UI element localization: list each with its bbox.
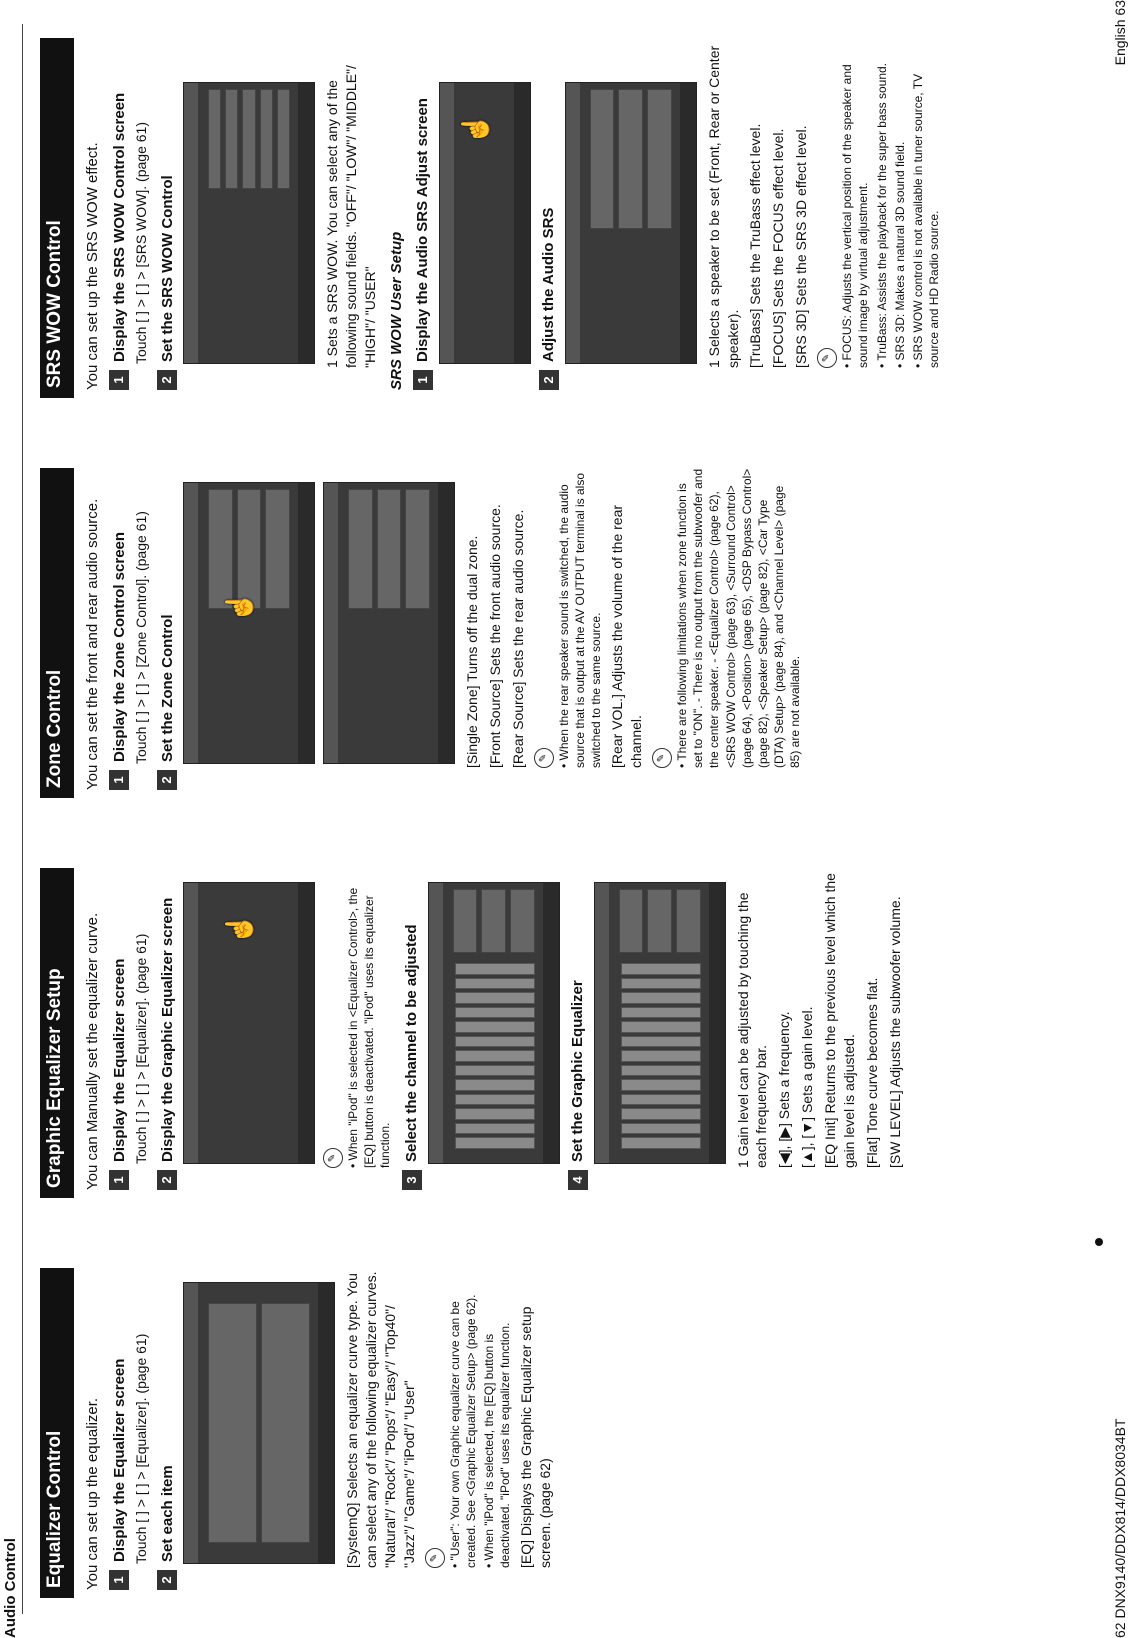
section-title: Audio Control	[2, 1538, 19, 1638]
desc-flat: [Flat] Tone curve becomes flat.	[863, 977, 880, 1168]
step-1	[413, 38, 433, 390]
step-label: Display the Graphic Equalizer screen	[158, 897, 176, 1162]
step-1	[109, 1268, 129, 1590]
note-icon: ✎	[817, 348, 837, 368]
touch-instruction: Touch [ ] > [ ] > [Zone Control]. (page 61)	[133, 511, 149, 764]
zone-column	[40, 468, 804, 798]
note-availability: • SRS WOW control is not available in tuner source, TV source and HD Radio source.	[910, 73, 942, 368]
srs-column	[40, 38, 942, 398]
hand-pointer-icon: ☝	[459, 113, 490, 146]
srs-user-setup-heading: SRS WOW User Setup	[387, 231, 405, 390]
desc-gain: 1 Gain level can be adjusted by touching the each frequency bar.	[734, 892, 770, 1168]
desc-rear-vol: [Rear VOL.] Adjusts the volume of the rear channel.	[609, 504, 645, 768]
screen-topbar	[429, 883, 443, 1163]
step-number: 1	[413, 370, 433, 390]
note-icon: ✎	[534, 748, 554, 768]
desc-eq-init: [EQ Init] Returns to the previous level which the gain level is adjusted.	[822, 873, 858, 1168]
screen-bottombar	[298, 83, 314, 363]
step-2	[157, 38, 177, 390]
eq-bars	[621, 963, 701, 1149]
screen-bottombar	[298, 483, 314, 763]
srs-screenshot-2	[439, 82, 531, 364]
eq-buttons	[453, 889, 535, 953]
step-number: 2	[157, 1570, 177, 1590]
screen-topbar	[184, 483, 198, 763]
step-number: 2	[539, 370, 559, 390]
screen-fields	[208, 1303, 310, 1543]
step-number: 3	[402, 1170, 422, 1190]
desc-gain-level: [▲], [▼] Sets a gain level.	[799, 1006, 816, 1168]
screen-topbar	[184, 883, 198, 1163]
step-label: Display the Audio SRS Adjust screen	[414, 98, 432, 362]
desc-sw-level: [SW LEVEL] Adjusts the subwoofer volume.	[886, 896, 903, 1168]
screen-bottombar	[318, 1283, 334, 1563]
step-2	[157, 468, 177, 790]
desc-eq: [EQ] Displays the Graphic Equalizer setup screen. (page 62)	[518, 1306, 554, 1568]
srs-title: SRS WOW Control	[40, 38, 74, 398]
step-label: Set the Zone Control	[158, 614, 176, 762]
step-label: Display the Equalizer screen	[110, 958, 128, 1162]
step-label: Set the SRS WOW Control	[158, 175, 176, 362]
touch-instruction: Touch [ ] > [ ] > [Equalizer]. (page 61)	[133, 933, 149, 1164]
step-number: 1	[109, 1570, 129, 1590]
step-2	[157, 868, 177, 1190]
desc-speaker: 1 Selects a speaker to be set (Front, Rear or Center speaker).	[705, 45, 741, 368]
step-number: 2	[157, 1170, 177, 1190]
equalizer-intro: You can set up the equalizer.	[84, 1397, 101, 1590]
step-label: Set each item	[158, 1465, 176, 1562]
step-number: 1	[109, 770, 129, 790]
step-label: Display the Zone Control screen	[110, 531, 128, 762]
header-rule	[22, 24, 23, 1614]
step-1	[109, 468, 129, 790]
equalizer-title: Equalizer Control	[40, 1268, 74, 1598]
note-icon: ✎	[652, 748, 672, 768]
step-2	[539, 38, 559, 390]
note-user: • "User": Your own Graphic equalizer curve can be created. See <Graphic Equalizer Setup> (page 62).	[447, 1294, 478, 1568]
screen-topbar	[184, 1283, 198, 1563]
zone-title: Zone Control	[40, 468, 74, 798]
step-number: 1	[109, 370, 129, 390]
desc-front-source: [Front Source] Sets the front audio source.	[486, 504, 503, 768]
screen-topbar	[440, 83, 454, 363]
step-label: Display the SRS WOW Control screen	[110, 92, 128, 362]
graphic-title: Graphic Equalizer Setup	[40, 868, 74, 1198]
srs-screenshot-3	[565, 82, 697, 364]
zone-screenshot-1	[183, 482, 315, 764]
footer-right: English 63	[1112, 0, 1128, 66]
step-number: 1	[109, 1170, 129, 1190]
step-label: Select the channel to be adjusted	[403, 924, 421, 1162]
screen-bottombar	[709, 883, 725, 1163]
desc-trubass: [TruBass] Sets the TruBass effect level.	[747, 123, 764, 368]
step-label: Adjust the Audio SRS	[540, 207, 558, 362]
step-number: 2	[157, 370, 177, 390]
step-label: Display the Equalizer screen	[110, 1358, 128, 1562]
srs-screenshot-1	[183, 82, 315, 364]
graphic-screenshot-2	[428, 882, 560, 1164]
note-ipod: • When "iPod" is selected, the [EQ] button is deactivated. "iPod" uses its equalizer function.	[481, 1322, 513, 1568]
touch-instruction: Touch [ ] > [ ] > [SRS WOW]. (page 61)	[133, 122, 149, 364]
desc-frequency: [◀], [▶] Sets a frequency.	[776, 1011, 793, 1168]
step-4	[568, 868, 588, 1190]
eq-buttons	[619, 889, 701, 953]
step-3	[402, 868, 422, 1190]
graphic-screenshot-3	[594, 882, 726, 1164]
step-label: Set the Graphic Equalizer	[569, 980, 587, 1162]
step-number: 2	[157, 770, 177, 790]
touch-instruction: Touch [ ] > [ ] > [Equalizer]. (page 61)	[133, 1333, 149, 1564]
desc-srs3d: [SRS 3D] Sets the SRS 3D effect level.	[793, 125, 810, 368]
hand-pointer-icon: ☝	[224, 913, 254, 946]
graphic-screenshot-1	[183, 882, 315, 1164]
desc-systemq: [SystemQ] Selects an equalizer curve type. You can select any of the following equalizer curves. "Natural"/ "Rock"/ "Pops"/ "Easy"/ "Top40"/ "Jazz"/ "Game"/ "iPod"/ "User"	[344, 1271, 417, 1568]
hand-pointer-icon: ☝	[224, 590, 254, 623]
equalizer-column	[40, 1268, 555, 1598]
step-1	[109, 38, 129, 390]
desc-rear-source: [Rear Source] Sets the rear audio source.	[509, 509, 526, 768]
graphic-eq-column	[40, 868, 905, 1198]
note-limitations: • There are following limitations when zone function is set to "ON". - There is no output from the subwoofer and the center speaker. - <Equalizer Control> (page 62), <SRS WOW Control> (page 63), <Surround Control> (page 64), <Position> (page 65), <DSP Bypass Control> (page 82), <Speaker Setup> (page 82), <Car Type (DTA) Setup> (page 84), and <Channel Level> (page 85) are not available.	[675, 468, 803, 768]
screen-topbar	[566, 83, 580, 363]
desc-single-zone: [Single Zone] Turns off the dual zone.	[464, 535, 480, 768]
zone-buttons	[348, 489, 430, 609]
note-icon: ✎	[425, 1548, 445, 1568]
srs-options	[208, 89, 290, 189]
screen-topbar	[184, 83, 198, 363]
note-rear-speaker: • When the rear speaker sound is switched, the audio source that is output at the AV OUTPUT terminal is also switched to the same source.	[556, 472, 604, 768]
screen-bottombar	[514, 83, 530, 363]
column-end-dot	[1095, 1238, 1103, 1246]
srs-intro: You can set up the SRS WOW effect.	[84, 142, 101, 390]
note-trubass: • TruBass: Assists the playback for the super bass sound.	[874, 62, 889, 368]
note-focus: • FOCUS: Adjusts the vertical position of the speaker and sound image by virtual adjustment.	[840, 64, 871, 368]
screen-bottombar	[298, 883, 314, 1163]
desc-focus: [FOCUS] Sets the FOCUS effect level.	[770, 128, 787, 368]
eq-bars	[455, 963, 535, 1149]
screen-topbar	[324, 483, 338, 763]
graphic-intro: You can Manually set the equalizer curve.	[84, 912, 101, 1190]
srs-adjust-buttons	[590, 89, 672, 229]
desc-srs-wow: 1 Sets a SRS WOW. You can select any of the following sound fields. "OFF"/ "LOW"/ "MIDDLE"/ "HIGH"/ "USER"	[324, 65, 378, 368]
equalizer-screenshot	[183, 1282, 335, 1564]
step-2	[157, 1268, 177, 1590]
footer-left: 62 DNX9140/DDX814/DDX8034BT	[1112, 1418, 1128, 1638]
step-1	[109, 868, 129, 1190]
note-ipod: • When "iPod" is selected in <Equalizer Control>, the [EQ] button is deactivated. "iPod" uses its equalizer function.	[346, 887, 393, 1168]
screen-bottombar	[543, 883, 559, 1163]
screen-bottombar	[438, 483, 454, 763]
step-number: 4	[568, 1170, 588, 1190]
note-icon: ✎	[323, 1148, 343, 1168]
note-srs3d: • SRS 3D: Makes a natural 3D sound field.	[892, 141, 907, 368]
screen-topbar	[595, 883, 609, 1163]
zone-screenshot-2	[323, 482, 455, 764]
screen-bottombar	[680, 83, 696, 363]
zone-intro: You can set the front and rear audio source.	[84, 498, 101, 790]
